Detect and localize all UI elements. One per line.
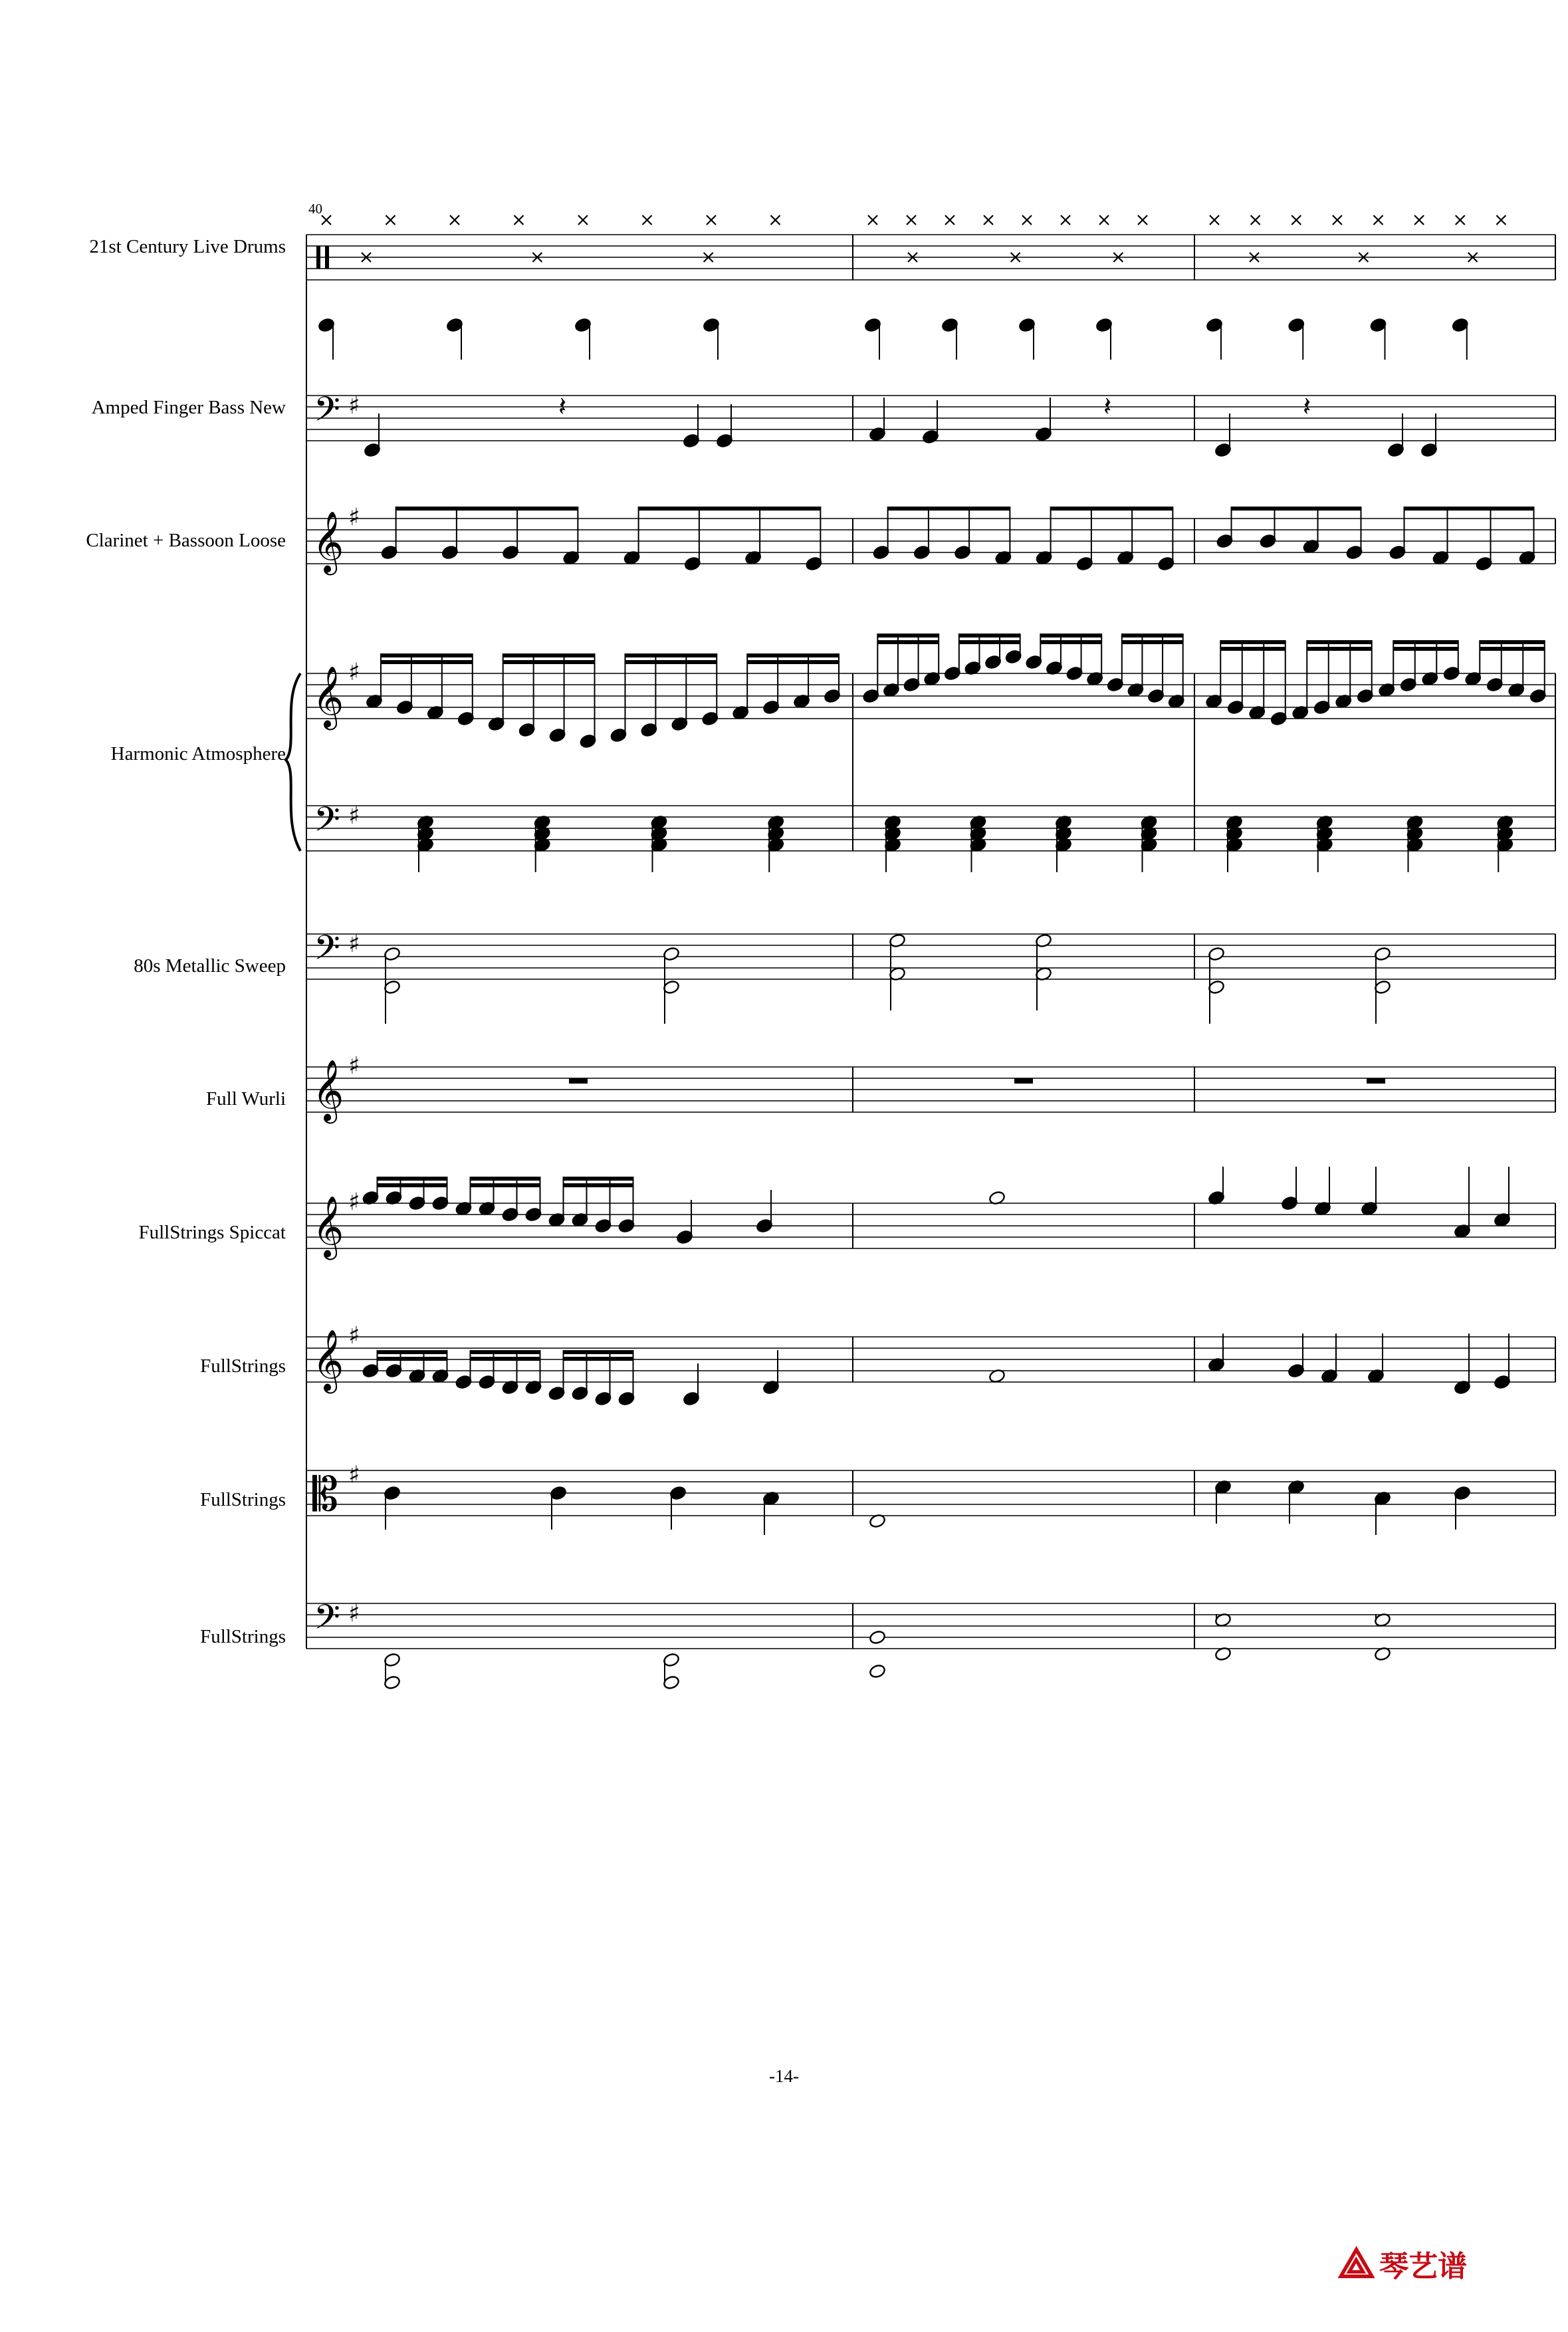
beam xyxy=(1051,507,1173,511)
beam xyxy=(1404,507,1534,511)
beam xyxy=(747,660,839,664)
quarter-rest: 𝄽 xyxy=(1103,392,1112,422)
percussion-clef xyxy=(325,246,329,269)
note-head xyxy=(869,1663,886,1679)
beam xyxy=(471,1183,540,1187)
beam xyxy=(378,1177,447,1181)
cymbal-notehead xyxy=(1099,215,1109,225)
quarter-rest: 𝄽 xyxy=(558,392,567,422)
key-signature-sharp: ♯ xyxy=(348,1461,360,1489)
treble-clef: 𝄞 xyxy=(312,1329,344,1391)
cymbal-notehead xyxy=(1251,215,1260,225)
key-signature-sharp: ♯ xyxy=(348,504,360,531)
instrument-label-spiccat: FullStrings Spiccat xyxy=(138,1222,286,1243)
beam xyxy=(625,660,717,664)
beam xyxy=(503,653,595,657)
cymbal-notehead xyxy=(514,215,524,225)
beam xyxy=(1393,647,1458,651)
key-signature-sharp: ♯ xyxy=(348,1052,360,1080)
whole-rest xyxy=(1014,1078,1033,1084)
grand-staff-brace xyxy=(286,673,300,851)
quarter-rest: 𝄽 xyxy=(1303,392,1311,422)
treble-clef: 𝄞 xyxy=(312,1059,344,1121)
beam xyxy=(396,507,578,511)
site-watermark xyxy=(1337,2234,1467,2293)
key-signature-sharp: ♯ xyxy=(348,1322,360,1349)
watermark-logo-icon: ⟁ xyxy=(1337,2239,1376,2288)
beam xyxy=(1040,634,1101,638)
instrument-label-drums: 21st Century Live Drums xyxy=(89,236,286,257)
beam xyxy=(959,634,1020,638)
cymbal-notehead xyxy=(1022,215,1032,225)
beam xyxy=(1480,640,1545,644)
beam xyxy=(564,1350,633,1354)
measure-number: 40 xyxy=(308,201,322,217)
beam xyxy=(1220,640,1286,644)
beam xyxy=(471,1177,540,1181)
bass-clef: 𝄢 xyxy=(314,389,340,437)
cymbal-notehead xyxy=(1291,215,1301,225)
beam xyxy=(564,1357,633,1361)
instrument-label-sweep: 80s Metallic Sweep xyxy=(134,955,286,977)
cymbal-notehead xyxy=(322,215,331,225)
beam xyxy=(1232,507,1361,511)
cymbal-notehead xyxy=(1061,215,1070,225)
key-signature-sharp: ♯ xyxy=(348,931,360,958)
cymbal-notehead xyxy=(1210,215,1219,225)
cymbal-notehead xyxy=(707,215,716,225)
beam xyxy=(1220,647,1286,651)
key-signature-sharp: ♯ xyxy=(348,659,360,686)
cymbal-notehead xyxy=(771,215,780,225)
beam xyxy=(471,1357,540,1361)
beam xyxy=(564,1183,633,1187)
beam xyxy=(381,653,473,657)
beam xyxy=(1480,647,1545,651)
beam xyxy=(959,640,1020,644)
cymbal-notehead xyxy=(578,215,588,225)
instrument-label-wurli: Full Wurli xyxy=(206,1088,286,1109)
cymbal-notehead xyxy=(1138,215,1147,225)
treble-clef: 𝄞 xyxy=(312,511,344,572)
cymbal-notehead xyxy=(1333,215,1342,225)
beam xyxy=(1122,634,1183,638)
cymbal-notehead xyxy=(386,215,395,225)
beam xyxy=(378,1183,447,1187)
instrument-label-strings-1: FullStrings xyxy=(200,1355,286,1377)
percussion-clef xyxy=(316,246,320,269)
beam xyxy=(1393,640,1458,644)
beam xyxy=(1122,640,1183,644)
page-number: -14- xyxy=(769,2066,799,2086)
instrument-label-clarinet: Clarinet + Bassoon Loose xyxy=(86,530,286,551)
beam xyxy=(888,507,1010,511)
beam xyxy=(471,1350,540,1354)
instrument-label-strings-3: FullStrings xyxy=(200,1626,286,1647)
alto-clef: 𝄡 xyxy=(312,1467,339,1522)
cymbal-notehead xyxy=(1374,215,1383,225)
key-signature-sharp: ♯ xyxy=(348,802,360,830)
cymbal-notehead xyxy=(907,215,916,225)
cymbal-notehead xyxy=(868,215,877,225)
beam xyxy=(639,507,821,511)
instrument-label-strings-2: FullStrings xyxy=(200,1489,286,1510)
cymbal-notehead xyxy=(984,215,993,225)
bass-clef: 𝄢 xyxy=(314,799,340,848)
beam xyxy=(503,660,595,664)
bass-clef: 𝄢 xyxy=(314,1597,340,1645)
beam xyxy=(625,653,717,657)
cymbal-notehead xyxy=(643,215,652,225)
beam xyxy=(747,653,839,657)
beam xyxy=(378,1350,447,1354)
cymbal-notehead xyxy=(945,215,954,225)
cymbal-notehead xyxy=(1414,215,1424,225)
note-head xyxy=(869,1629,886,1645)
instrument-label-harmonic: Harmonic Atmosphere xyxy=(110,743,286,764)
bass-clef: 𝄢 xyxy=(314,927,340,976)
cymbal-notehead xyxy=(1496,215,1506,225)
cymbal-notehead xyxy=(1456,215,1465,225)
key-signature-sharp: ♯ xyxy=(348,392,360,419)
instrument-label-bass: Amped Finger Bass New xyxy=(91,397,286,418)
key-signature-sharp: ♯ xyxy=(348,1189,360,1216)
whole-rest xyxy=(1367,1078,1385,1084)
watermark-text: 琴艺谱 xyxy=(1379,2250,1468,2283)
beam xyxy=(378,1357,447,1361)
key-signature-sharp: ♯ xyxy=(348,1600,360,1627)
cymbal-notehead xyxy=(450,215,459,225)
beam xyxy=(1307,640,1372,644)
beam xyxy=(877,640,939,644)
beam xyxy=(564,1177,633,1181)
whole-rest xyxy=(569,1078,588,1084)
treble-clef: 𝄞 xyxy=(312,1195,344,1257)
treble-clef: 𝄞 xyxy=(312,665,344,727)
beam xyxy=(877,634,939,638)
beam xyxy=(1307,647,1372,651)
beam xyxy=(1040,640,1101,644)
beam xyxy=(381,660,473,664)
